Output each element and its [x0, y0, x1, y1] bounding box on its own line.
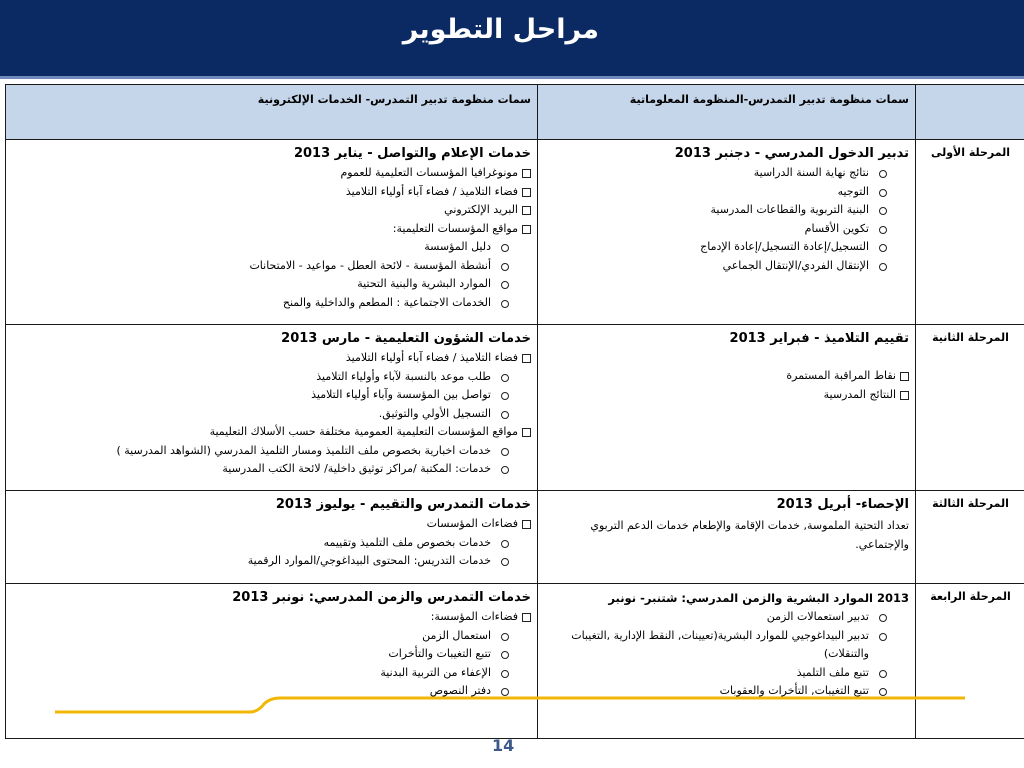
list-item: تتبع التغيبات, التأخرات والعقوبات [544, 682, 909, 701]
eservices-title: خدمات الشؤون التعليمية - مارس 2013 [281, 331, 531, 346]
sub-list-item: الإعفاء من التربية البدنية [12, 664, 531, 683]
eservices-cell [6, 325, 538, 491]
list-item: مونوغرافيا المؤسسات التعليمية للعموم [12, 164, 531, 183]
sub-list-item: تواصل بين المؤسسة وآباء أولياء التلاميذ [12, 386, 531, 405]
info-title: 2013 الموارد البشرية والزمن المدرسي: شتنبر- نونبر [608, 591, 909, 605]
eservices-cell [6, 140, 538, 325]
info-cell [538, 140, 916, 325]
table-row [6, 491, 1024, 584]
eservices-cell [6, 491, 538, 584]
list-item: التسجيل/إعادة التسجيل/إعادة الإدماج [544, 238, 909, 257]
page-number: 14 [492, 736, 515, 755]
info-cell [538, 325, 916, 491]
list-item: فضاء التلاميذ / فضاء آباء أولياء التلاميذ [12, 349, 531, 368]
info-cell [538, 584, 916, 739]
list-item: نقاط المراقبة المستمرة [544, 367, 909, 386]
eservices-list [12, 515, 531, 571]
list-item: تدبير استعمالات الزمن [544, 608, 909, 627]
info-title: تقييم التلاميذ - فبراير 2013 [729, 331, 909, 346]
list-item: البنية التربوية والقطاعات المدرسية [544, 201, 909, 220]
phase-cell: المرحلة الثالثة [916, 491, 1024, 584]
sub-list-item: التسجيل الأولي والتوثيق. [12, 405, 531, 424]
list-item: النتائج المدرسية [544, 386, 909, 405]
phase-cell: المرحلة الأولى [916, 140, 1024, 325]
slide-header [0, 0, 1024, 79]
sub-list-item: الموارد البشرية والبنية التحتية [12, 275, 531, 294]
list-item: التوجيه [544, 183, 909, 202]
eservices-title: خدمات الإعلام والتواصل - يناير 2013 [293, 146, 531, 161]
eservices-title: خدمات التمدرس والتقييم - يوليوز 2013 [275, 497, 531, 512]
sub-list-item: خدمات اخبارية بخصوص ملف التلميذ ومسار التلميذ المدرسي (الشواهد المدرسية ) [12, 442, 531, 461]
list-item: تدبير البيداغوجيي للموارد البشرية(تعيينات, النقط الإدارية ,التغيبات والتنقلات) [544, 627, 909, 664]
sub-list-item: خدمات التدريس: المحتوى البيداغوجي/الموارد الرقمية [12, 552, 531, 571]
list-item: تكوين الأقسام [544, 220, 909, 239]
sub-list-item: الخدمات الاجتماعية : المطعم والداخلية والمنح [12, 294, 531, 313]
list-item: فضاء التلاميذ / فضاء آباء أولياء التلاميذ [12, 183, 531, 202]
sub-list-item: دليل المؤسسة [12, 238, 531, 257]
sub-list-item: خدمات بخصوص ملف التلميذ وتقييمه [12, 534, 531, 553]
info-list [544, 164, 909, 275]
development-phases-table [5, 84, 1024, 739]
sub-list-item: تتبع التغيبات والتأخرات [12, 645, 531, 664]
info-cell [538, 491, 916, 584]
eservices-list [12, 608, 531, 701]
list-item: نتائج نهاية السنة الدراسية [544, 164, 909, 183]
sub-list-item: خدمات: المكتبة /مراكز توثيق داخلية/ لائحة الكتب المدرسية [12, 460, 531, 479]
phase-cell: المرحلة الثانية [916, 325, 1024, 491]
sub-list-item: دفتر النصوص [12, 682, 531, 701]
sub-list-item: طلب موعد بالنسبة لآباء وأولياء التلاميذ [12, 368, 531, 387]
eservices-list [12, 349, 531, 479]
list-item: فضاءات المؤسسة: [12, 608, 531, 627]
list-item: البريد الإلكتروني [12, 201, 531, 220]
table-row [6, 584, 1024, 739]
info-list [544, 367, 909, 404]
list-item: مواقع المؤسسات التعليمية العمومية مختلفة حسب الأسلاك التعليمية [12, 423, 531, 442]
eservices-list [12, 164, 531, 312]
list-item: فضاءات المؤسسات [12, 515, 531, 534]
table-row [6, 140, 1024, 325]
list-item: الإنتقال الفردي/الإنتقال الجماعي [544, 257, 909, 276]
list-item: تتبع ملف التلميذ [544, 664, 909, 683]
list-item: مواقع المؤسسات التعليمية: [12, 220, 531, 239]
sub-list-item: أنشطة المؤسسة - لائحة العطل - مواعيد - الامتحانات [12, 257, 531, 276]
eservices-title: خدمات التمدرس والزمن المدرسي: نونبر 2013 [232, 590, 531, 605]
info-list [544, 608, 909, 701]
info-text: تعداد التحتية الملموسة, خدمات الإقامة والإطعام خدمات الدعم التربوي والإجتماعي. [590, 519, 909, 551]
info-title: الإحصاء- أبريل 2013 [776, 497, 909, 512]
header-information-system: سمات منظومة تدبير التمدرس-المنظومة المعلوماتية [538, 85, 916, 140]
header-phase [916, 85, 1024, 140]
table-header-row [6, 85, 1024, 140]
eservices-cell [6, 584, 538, 739]
phase-cell: المرحلة الرابعة [916, 584, 1024, 739]
slide-title: مراحل التطوير [402, 14, 599, 45]
sub-list-item: استعمال الزمن [12, 627, 531, 646]
header-electronic-services: سمات منظومة تدبير التمدرس- الخدمات الإلكترونية [6, 85, 538, 140]
table-row [6, 325, 1024, 491]
info-title: تدبير الدخول المدرسي - دجنبر 2013 [674, 146, 909, 161]
